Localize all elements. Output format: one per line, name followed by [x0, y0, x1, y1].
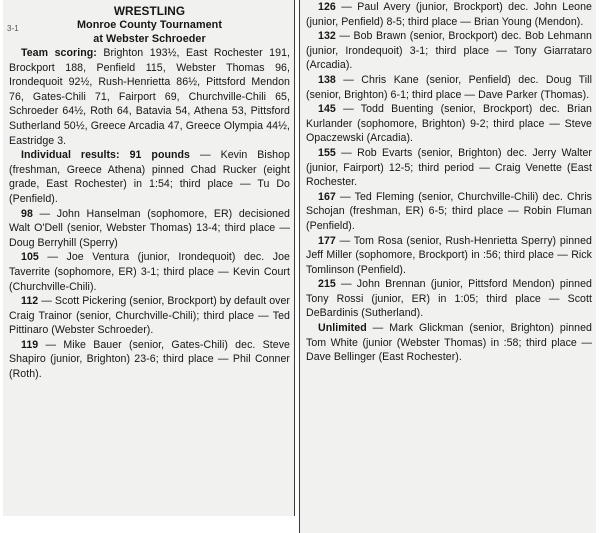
- weight-class: 91 pounds: [129, 149, 190, 162]
- result-paragraph: [9, 207, 290, 251]
- weight-class: 155: [318, 146, 336, 159]
- result-paragraph: [306, 146, 592, 190]
- article-subtitle-event: Monroe County Tournament: [77, 19, 222, 31]
- result-text: — Tom Rosa (senior, Rush-Henrietta Sperry) pinned Jeff Miller (sophomore, Brockport) in :56; third place — Rick Tomlinson (Penfield).: [306, 234, 592, 276]
- result-text: — Mark Glickman (senior, Brighton) pinned Tom White (junior (Webster Thomas) in :58; third place — Dave Bellinger (East Rochester).: [306, 322, 592, 364]
- weight-class: 98: [21, 207, 33, 220]
- weight-class: Unlimited: [318, 322, 367, 335]
- result-paragraph: [306, 277, 592, 321]
- result-paragraph: [306, 0, 592, 29]
- result-text: — Rob Evarts (senior, Brighton) dec. Jerry Walter (junior, Fairport) 12-5; third period — Craig Venette (East Rochester.: [306, 146, 593, 189]
- result-paragraph: [306, 73, 592, 102]
- individual-results-paragraph: [9, 148, 290, 206]
- left-column: [3, 0, 295, 516]
- result-paragraph: [9, 338, 290, 382]
- individual-results-label: Individual results:: [21, 149, 120, 162]
- result-paragraph: [306, 29, 592, 73]
- weight-class: 177: [318, 234, 336, 247]
- result-text: — Todd Buenting (senior, Brockport) dec. Brian Kurlander (sophomore, Brighton) 9-2; third place — Steve Opaczewski (Arcadia).: [306, 103, 592, 145]
- result-text: — John Brennan (junior, Pittsford Mendon) pinned Tony Rossi (junior, ER) in 1:05; third place — Scott DeBardinis (Sutherland).: [306, 278, 592, 320]
- result-paragraph: [306, 190, 592, 234]
- result-paragraph: [9, 294, 290, 338]
- weight-class: 138: [318, 73, 336, 86]
- result-text: — Scott Pickering (senior, Brockport) by default over Craig Trainor (senior, Churchville-Chili); third place — Ted Pittinaro (Webster Schroeder).: [9, 295, 291, 337]
- result-text: — Chris Kane (senior, Penfield) dec. Doug Till (senior, Brighton) 6-1; third place — Dave Parker (Thomas).: [306, 73, 592, 101]
- result-text: — Ted Fleming (senior, Churchville-Chili) dec. Chris Schojan (freshman, ER) 6-5; third place — Robin Fluman (Penfield).: [306, 190, 592, 232]
- weight-class: 126: [318, 1, 336, 13]
- result-text: — Kevin Bishop (freshman, Greece Athena) pinned Chad Rucker (eight grade, East Rochester) in 1:54; third place — Tu Do (Penfield).: [9, 149, 290, 205]
- result-paragraph: [9, 250, 290, 294]
- team-scoring-text: Brighton 193½, East Rochester 191, Brockport 188, Penfield 115, Webster Thomas 96, Irondequoit 92½, Rush-Henrietta 86½, Pittsford Mendon 76, Gates-Chili 71, Fairport 69, Churchville-Chili 65, Schroeder 64½, Roth 64, Batavia 54, Athena 53, Pittsford Sutherland 50½, Greece Arcadia 47, Greece Olympia 44½, Eastridge 3.: [9, 47, 290, 147]
- weight-class: 167: [318, 190, 336, 203]
- result-paragraph: [306, 321, 592, 365]
- article-title: WRESTLING: [113, 4, 186, 18]
- result-text: — Mike Bauer (senior, Gates-Chili) dec. Steve Shapiro (junior, Brighton) 23-6; third place — Phil Conner (Roth).: [9, 338, 290, 381]
- weight-class: 119: [21, 338, 39, 351]
- team-scoring-paragraph: [9, 46, 290, 148]
- result-text: — Bob Brawn (senior, Brockport) dec. Bob Lehmann (junior, Irondequoit) 3-1; third place — Tony Giarrataro (Arcadia).: [306, 30, 592, 72]
- right-results-list: [306, 0, 592, 365]
- result-text: — Paul Avery (junior, Brockport) dec. John Leone (junior, Penfield) 8-5; third place — Brian Young (Mendon).: [306, 1, 593, 28]
- article-subtitle-venue: at Webster Schroeder: [93, 33, 206, 45]
- weight-class: 145: [318, 103, 336, 116]
- weight-class: 105: [21, 251, 39, 264]
- weight-class: 215: [318, 278, 336, 291]
- right-column: [299, 0, 596, 533]
- weight-class: 112: [21, 295, 39, 308]
- result-text: — Joe Ventura (junior, Irondequoit) dec. Joe Taverrite (sophomore, ER) 3-1; third place — Kevin Court (Churchville-Chili).: [9, 251, 290, 293]
- weight-class: 132: [318, 30, 336, 43]
- result-paragraph: [306, 234, 592, 278]
- result-paragraph: [306, 102, 592, 146]
- result-text: — John Hanselman (sophomore, ER) decisioned Walt O'Dell (senior, Webster Thomas) 13-4; third place — Doug Berryhill (Sperry): [9, 207, 290, 249]
- corner-mark: 3-1: [7, 24, 19, 33]
- team-scoring-label: Team scoring:: [21, 47, 97, 59]
- left-results-list: [9, 207, 290, 382]
